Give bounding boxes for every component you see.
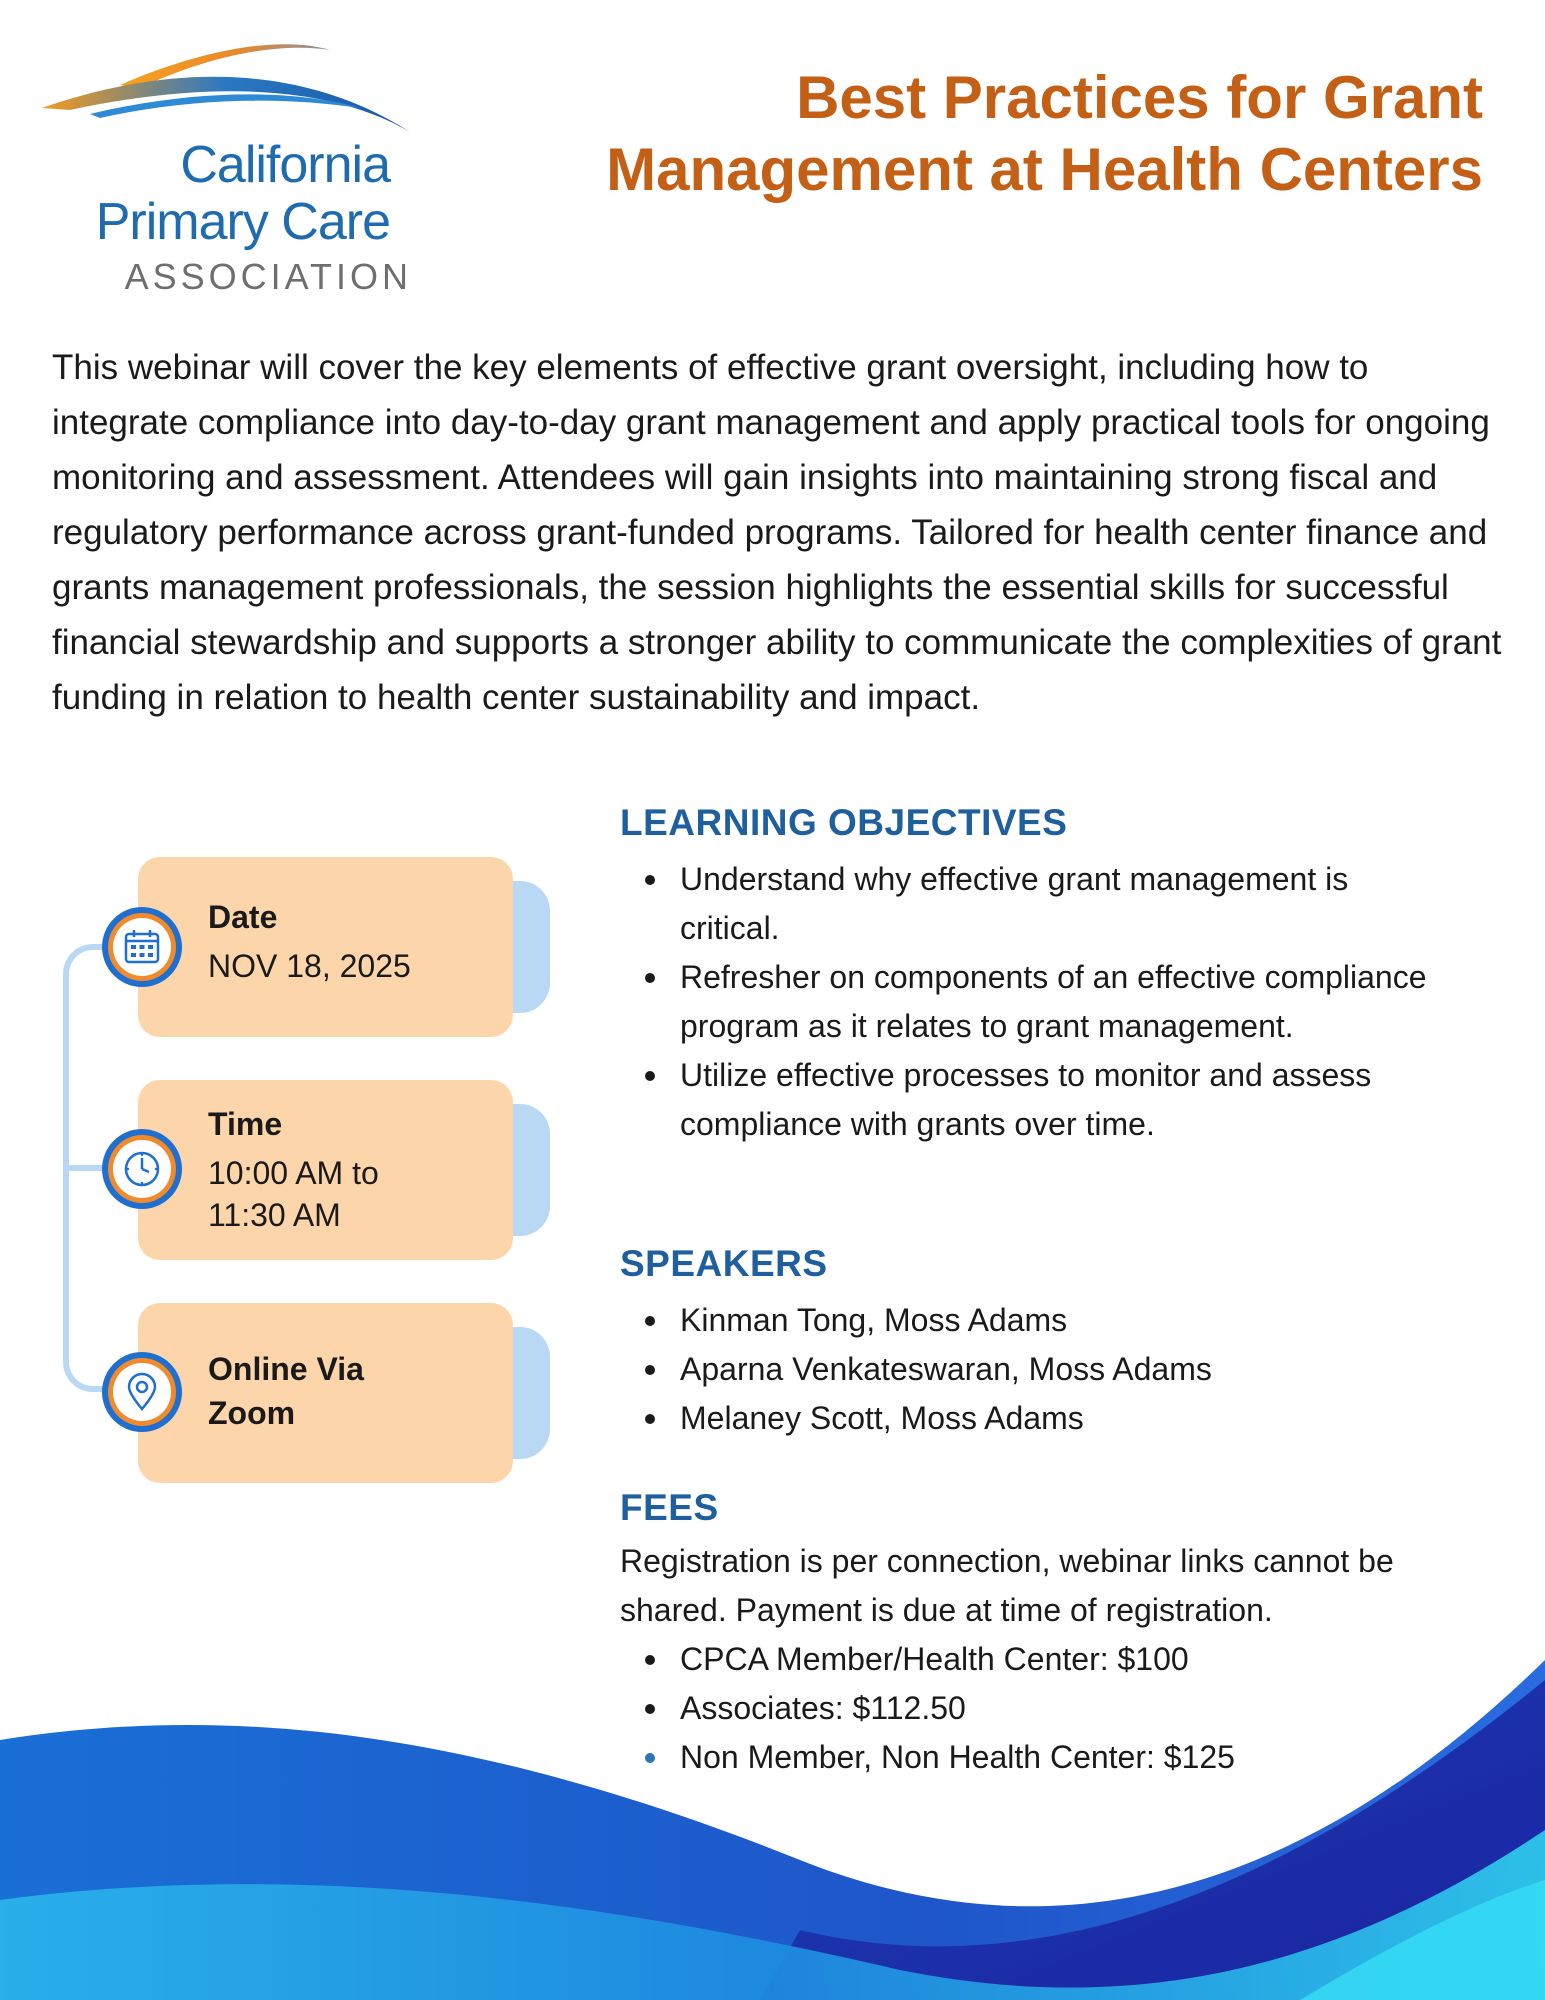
list-item: Refresher on components of an effective compliance program as it relates to grant management. (620, 953, 1450, 1051)
learning-objectives-heading: LEARNING OBJECTIVES (620, 802, 1068, 843)
list-item: Melaney Scott, Moss Adams (620, 1394, 1500, 1443)
time-value-end: 11:30 AM (208, 1197, 341, 1233)
speakers-list (620, 1296, 1500, 1443)
title-line-2: Management at Health Centers (606, 136, 1483, 203)
list-item: Non Member, Non Health Center: $125 (620, 1733, 1500, 1782)
learning-objectives-list (620, 855, 1450, 1149)
logo-swoosh (30, 30, 430, 140)
fees-description: Registration is per connection, webinar links cannot be shared. Payment is due at time of registration. (620, 1543, 1394, 1628)
title-line-1: Best Practices for Grant (796, 64, 1483, 131)
date-card (138, 857, 513, 1037)
list-item: Kinman Tong, Moss Adams (620, 1296, 1500, 1345)
time-value-start: 10:00 AM to (208, 1155, 379, 1191)
intro-paragraph: This webinar will cover the key elements of effective grant oversight, including how to integrate compliance into day-to-day grant management and apply practical tools for ongoing monitoring and assessment. Attendees will gain insights into maintaining strong fiscal and regulatory performance across grant-funded programs. Tailored for health center finance and grants management professionals, the session highlights the essential skills for successful financial stewardship and supports a stronger ability to communicate the complexities of grant funding in relation to health center sustainability and impact. (52, 348, 1502, 717)
location-label-line1: Online Via (208, 1351, 364, 1387)
speakers-heading: SPEAKERS (620, 1243, 828, 1284)
date-value: NOV 18, 2025 (208, 948, 411, 984)
list-item: Aparna Venkateswaran, Moss Adams (620, 1345, 1500, 1394)
clock-icon (102, 1129, 182, 1209)
logo-text-california: California (180, 136, 390, 194)
logo-text-association: ASSOCIATION (124, 256, 412, 297)
location-pin-icon (102, 1352, 182, 1432)
time-label: Time (208, 1106, 283, 1142)
cpca-logo (30, 30, 430, 300)
calendar-icon (102, 907, 182, 987)
date-label: Date (208, 899, 278, 935)
list-item: Understand why effective grant management is critical. (620, 855, 1450, 953)
location-card (138, 1303, 513, 1483)
logo-text-primary-care: Primary Care (95, 193, 390, 251)
list-item: CPCA Member/Health Center: $100 (620, 1635, 1500, 1684)
time-card (138, 1080, 513, 1260)
fees-list (620, 1635, 1500, 1782)
page-title (606, 62, 1483, 206)
list-item: Utilize effective processes to monitor and assess compliance with grants over time. (620, 1051, 1450, 1149)
list-item: Associates: $112.50 (620, 1684, 1500, 1733)
fees-heading: FEES (620, 1487, 719, 1528)
location-label-line2: Zoom (208, 1395, 296, 1431)
